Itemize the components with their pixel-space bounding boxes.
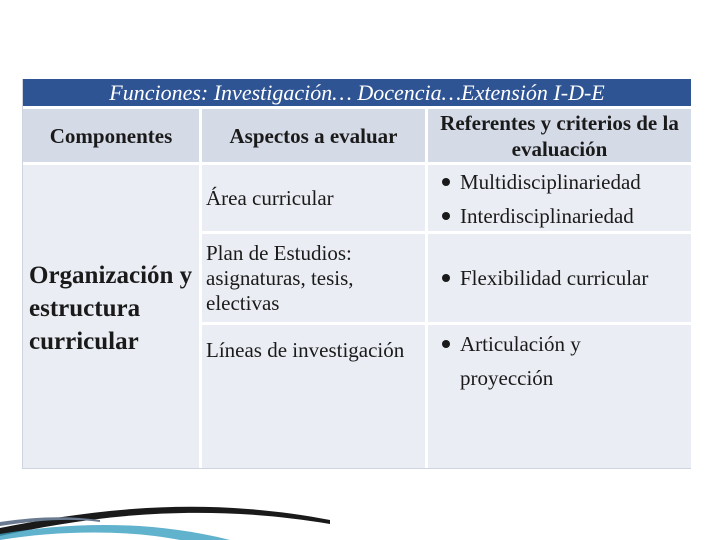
list-item [442, 165, 691, 199]
list-item [442, 327, 691, 395]
aspect-cell: Plan de Estudios: asignaturas, tesis, electivas [202, 234, 425, 322]
criteria-cell [428, 165, 691, 231]
criteria-cell [428, 234, 691, 322]
component-label: Organización y estructura curricular [29, 262, 193, 355]
criterion-text: Interdisciplinariedad [460, 204, 634, 228]
aspect-cell: Líneas de investigación [202, 325, 425, 468]
decorative-swoosh [0, 450, 360, 540]
bullet-icon [442, 212, 450, 220]
evaluation-table [22, 79, 691, 469]
bullet-icon [442, 178, 450, 186]
column-header-row [23, 109, 691, 162]
list-item [442, 199, 691, 233]
criterion-text: Articulación y proyección [460, 332, 581, 390]
table-row [23, 165, 691, 231]
column-header-components: Componentes [23, 109, 199, 162]
criteria-cell [428, 325, 691, 468]
aspect-cell: Área curricular [202, 165, 425, 231]
table-title: Funciones: Investigación… Docencia…Extensión I-D-E [23, 79, 691, 106]
list-item [442, 261, 648, 295]
criterion-text: Multidisciplinariedad [460, 170, 641, 194]
bullet-icon [442, 340, 450, 348]
bullet-icon [442, 274, 450, 282]
column-header-aspects: Aspectos a evaluar [202, 109, 425, 162]
criterion-text: Flexibilidad curricular [460, 266, 649, 290]
column-header-criteria: Referentes y criterios de la evaluación [428, 109, 691, 162]
